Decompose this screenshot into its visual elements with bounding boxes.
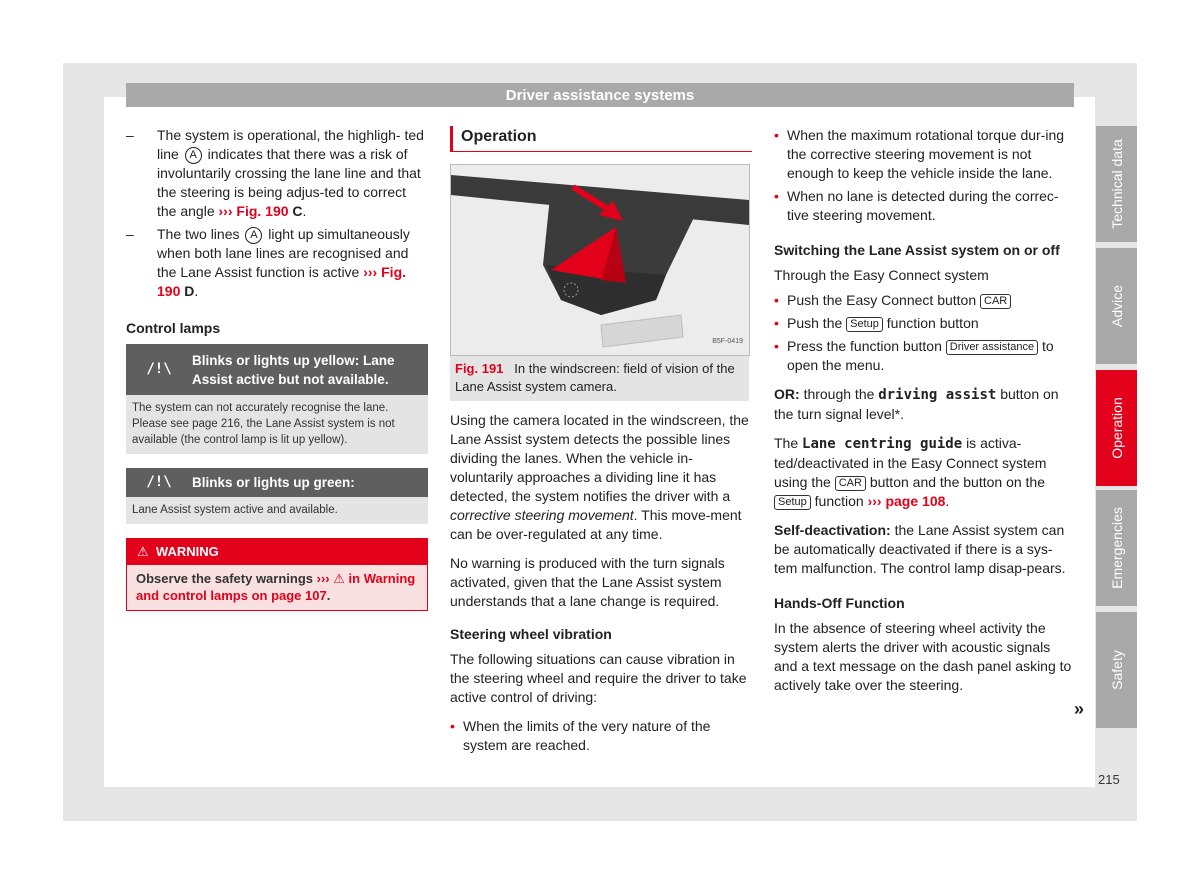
paragraph — [450, 411, 752, 544]
lamp-green-header — [126, 468, 428, 497]
windscreen-camera-illustration — [451, 165, 749, 355]
bullet-text: When the maximum rotational torque dur-ing the corrective steering movement is not enough to keep the vehicle inside the lane. — [787, 127, 1065, 181]
bullet-text — [787, 291, 1011, 310]
paragraph: No warning is produced with the turn signals activated, given that the Lane Assist system understands that a lane change is required. — [450, 555, 725, 609]
figure-link[interactable]: Fig. 190 — [157, 264, 407, 299]
column-middle — [450, 126, 752, 759]
warning-icon: ⚠ — [137, 544, 149, 559]
figure-letter: D — [184, 283, 195, 299]
tab-label: Emergencies — [1108, 507, 1125, 589]
text: Push the Easy Connect button — [787, 292, 977, 308]
dash-marker: – — [126, 127, 134, 143]
tab-technical-data[interactable] — [1096, 126, 1137, 242]
tab-label: Operation — [1108, 397, 1125, 459]
punct: . — [302, 203, 307, 219]
bullet-text: When no lane is detected during the correc-tive steering movement. — [787, 188, 1059, 223]
bullet-item — [774, 187, 1074, 225]
tab-safety[interactable] — [1096, 612, 1137, 728]
or-label: OR: — [774, 386, 800, 402]
lane-assist-lamp-icon: /!\ — [146, 361, 172, 377]
text: to open the menu. — [787, 338, 1054, 373]
bullet-text: When the limits of the very nature of the system are reached. — [463, 718, 711, 753]
lane-assist-lamp-icon: /!\ — [146, 474, 172, 490]
tab-advice[interactable] — [1096, 248, 1137, 364]
continue-marker: » — [1074, 699, 1085, 719]
display-text: Lane centring guide — [802, 436, 963, 452]
bullet-dot-icon: • — [774, 338, 779, 354]
lamp-green-title: Blinks or lights up green: — [192, 475, 355, 490]
figure-letter: C — [292, 203, 303, 219]
warning-body — [127, 565, 427, 610]
car-key: CAR — [835, 476, 866, 491]
lamp-green-body — [126, 497, 428, 524]
text: The — [774, 435, 799, 451]
vibration-heading: Steering wheel vibration — [450, 626, 612, 642]
punct: . — [326, 588, 331, 603]
list-item-text — [157, 225, 428, 301]
tab-label: Technical data — [1108, 139, 1125, 229]
paragraph: The following situations can cause vibration in the steering wheel and require the driver to take active control of driving: — [450, 651, 747, 705]
text: the Lane Assist system can be automatically deactivated if there is a sys-tem malfunction. The control lamp disap-pears. — [774, 522, 1066, 576]
ref-arrow: ››› — [316, 571, 330, 586]
text: through the — [803, 386, 875, 402]
text: button and the button on the — [869, 474, 1045, 490]
text: Press the function button — [787, 338, 942, 354]
bullet-dot-icon: • — [774, 315, 779, 331]
section-title: Operation — [450, 126, 752, 152]
text: ted line — [157, 127, 424, 162]
list-item — [126, 225, 428, 301]
text: . This move-ment can be over-regulated at any time. — [450, 507, 742, 542]
lamp-yellow-body — [126, 395, 428, 454]
chapter-header: Driver assistance systems — [126, 83, 1074, 107]
text: function — [814, 493, 864, 509]
ref-arrow: ››› — [867, 493, 882, 509]
tab-operation[interactable] — [1096, 370, 1137, 486]
paragraph — [774, 521, 1074, 578]
text: The system is operational, the highligh- — [157, 127, 401, 143]
figure-link[interactable]: Fig. 190 — [236, 203, 289, 219]
bullet-dot-icon: • — [450, 718, 455, 734]
display-text: driving assist — [878, 387, 997, 403]
warning-text: Observe the safety warnings — [136, 571, 314, 586]
bullet-item — [774, 337, 1074, 375]
figure-caption — [450, 356, 749, 401]
bullet-text — [787, 314, 979, 333]
ref-arrow: ››› — [218, 203, 233, 219]
lamp-yellow-header — [126, 344, 428, 395]
punct: . — [945, 493, 950, 509]
paragraph: In the absence of steering wheel activity the system alerts the driver with acoustic signals and a text message on the dash panel asking to actively take over the steering. — [774, 620, 1072, 693]
warning-link[interactable]: ⚠ in Warning and control lamps on page 107 — [136, 571, 416, 603]
figure-label: Fig. 191 — [455, 361, 504, 376]
paragraph — [774, 434, 1074, 511]
paragraph: Through the Easy Connect system — [774, 267, 989, 283]
bullet-item — [450, 717, 752, 755]
lamp-green-text: Lane Assist system active and available. — [132, 504, 338, 516]
emphasis-text: corrective steering movement — [450, 507, 634, 523]
column-left — [126, 126, 428, 611]
text: light up simultaneously when both lane lines are recognised and the Lane Assist function is active — [157, 226, 410, 280]
ref-arrow: ››› — [363, 264, 378, 280]
tab-emergencies[interactable] — [1096, 490, 1137, 606]
bullet-text — [787, 337, 1074, 375]
control-lamps-heading: Control lamps — [126, 320, 221, 336]
tab-label: Safety — [1108, 650, 1125, 690]
text: Push the — [787, 315, 843, 331]
tab-label: Advice — [1108, 284, 1125, 328]
bullet-item — [774, 291, 1074, 310]
bullet-item — [774, 126, 1074, 183]
bullet-dot-icon: • — [774, 188, 779, 204]
warning-header — [127, 539, 427, 565]
bullet-dot-icon: • — [774, 127, 779, 143]
figure-image — [450, 164, 750, 356]
car-key: CAR — [980, 294, 1011, 309]
page-number: 215 — [1098, 772, 1120, 787]
figure-code: B5F-0419 — [712, 338, 743, 345]
dash-marker: – — [126, 226, 134, 242]
page-link[interactable]: page 108 — [885, 493, 946, 509]
text: function button — [886, 315, 979, 331]
circle-letter-a: A — [185, 147, 202, 164]
figure-caption-text: In the windscreen: field of vision of the Lane Assist system camera. — [455, 361, 735, 394]
lamp-yellow-text: The system can not accurately recognise the lane. Please see page 216, the Lane Assist system is not available (the control lamp is lit up yellow). — [132, 402, 395, 446]
text: button on the turn signal level*. — [774, 386, 1059, 422]
warning-title: WARNING — [155, 544, 219, 559]
list-item — [126, 126, 428, 221]
self-deactivation-label: Self-deactivation: — [774, 522, 891, 538]
column-right — [774, 126, 1074, 705]
text: is activa-ted/deactivated in the Easy Connect system using the — [774, 435, 1047, 490]
text: The two lines — [157, 226, 240, 242]
lamp-yellow-title: Blinks or lights up yellow: Lane Assist active but not available. — [192, 352, 395, 387]
circle-letter-a: A — [245, 227, 262, 244]
punct: . — [194, 283, 199, 299]
text: Using the camera located in the windscreen, the Lane Assist system detects the possible lines dividing the lanes. When the vehicle in-voluntarily approaches a dividing line it has detected, the system notifies the driver with a — [450, 412, 749, 504]
warning-box — [126, 538, 428, 611]
bullet-dot-icon: • — [774, 292, 779, 308]
hands-off-heading: Hands-Off Function — [774, 595, 905, 611]
setup-key: Setup — [846, 317, 883, 332]
list-item-text — [157, 126, 428, 221]
driver-assistance-key: Driver assistance — [946, 340, 1038, 355]
bullet-item — [774, 314, 1074, 333]
paragraph — [774, 385, 1074, 424]
setup-key: Setup — [774, 495, 811, 510]
text: indicates that there was a risk of involuntarily crossing the lane line and that the steering is being adjus-ted to correct the angle — [157, 146, 421, 219]
switch-heading: Switching the Lane Assist system on or off — [774, 242, 1060, 258]
